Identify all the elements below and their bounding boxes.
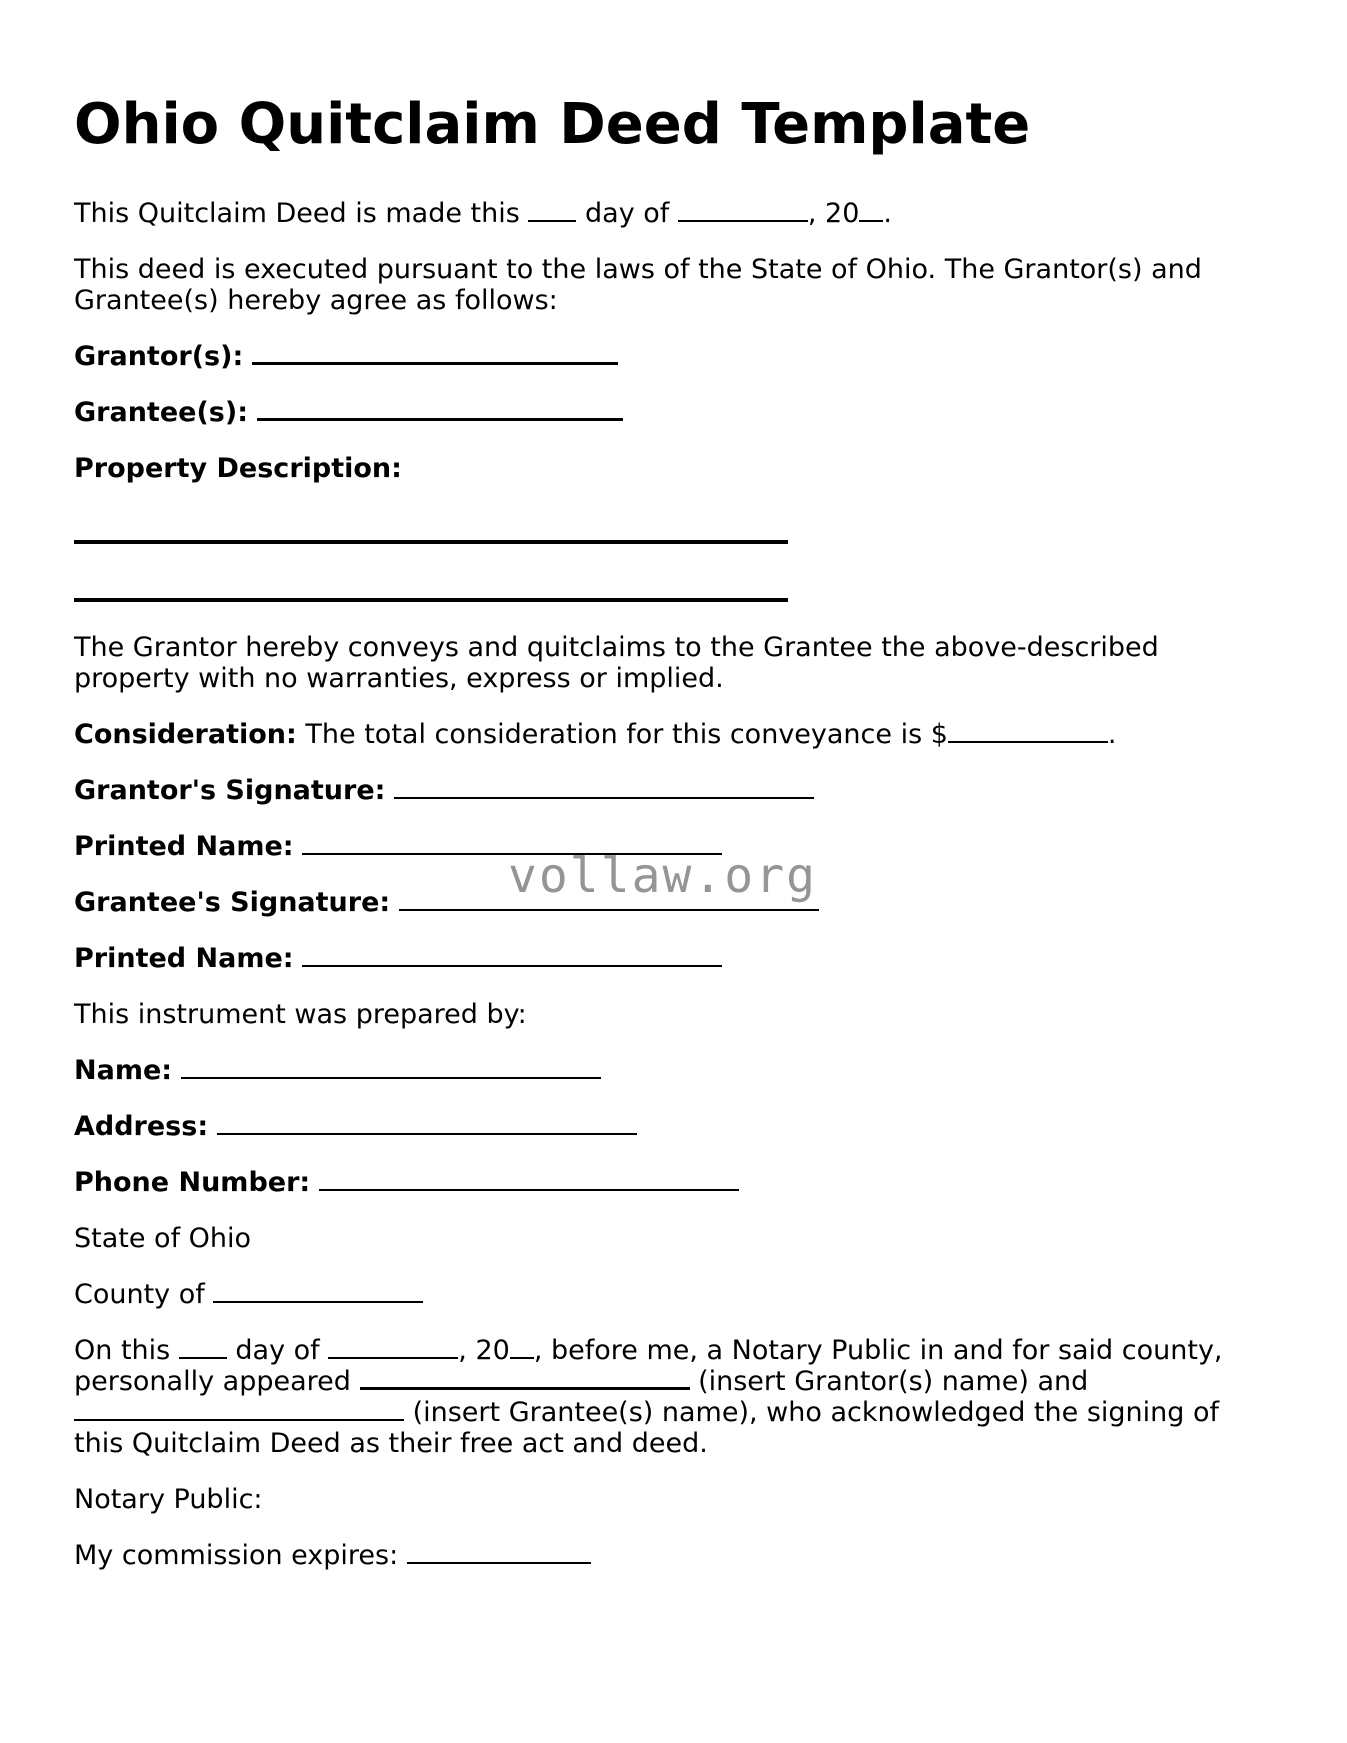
preparer-phone-field[interactable] <box>319 1189 739 1191</box>
notary-state: State of Ohio <box>74 1223 252 1254</box>
property-line <box>74 453 1274 484</box>
grantee-label: Grantee(s): <box>74 397 248 428</box>
property-label: Property Description: <box>74 453 402 484</box>
acknowledgment-paragraph <box>74 1335 1274 1459</box>
grantor-line <box>74 341 1274 372</box>
commission-line <box>74 1540 1274 1571</box>
consideration-text: The total consideration for this conveyance is $ <box>305 719 948 750</box>
watermark-text: vollaw.org <box>508 848 817 904</box>
grantor-printed-name-label: Printed Name: <box>74 831 294 862</box>
consideration-end: . <box>1107 719 1117 750</box>
document-title: Ohio Quitclaim Deed Template <box>74 92 1031 157</box>
grantee-signature-field[interactable] <box>399 909 819 911</box>
date-made-line <box>74 198 1274 229</box>
preparer-phone-label: Phone Number: <box>74 1167 311 1198</box>
grantor-signature-line <box>74 775 1274 806</box>
ack-year: , 20 <box>458 1335 510 1366</box>
preparer-address-label: Address: <box>74 1111 209 1142</box>
grantee-field[interactable] <box>257 418 623 421</box>
preparer-name-label: Name: <box>74 1055 173 1086</box>
made-day-of: day of <box>585 198 670 229</box>
grantor-field[interactable] <box>252 362 618 365</box>
grantee-printed-name-field[interactable] <box>302 965 722 967</box>
notary-county-field[interactable] <box>213 1301 423 1303</box>
grantor-label: Grantor(s): <box>74 341 244 372</box>
pursuant-paragraph: This deed is executed pursuant to the laws of the State of Ohio. The Grantor(s) and Grantee(s) hereby agree as follows: <box>74 254 1202 316</box>
grantee-line <box>74 397 1274 428</box>
made-end: . <box>883 198 893 229</box>
ack-year-blank[interactable] <box>510 1357 534 1359</box>
consideration-amount-field[interactable] <box>948 741 1108 743</box>
year-blank[interactable] <box>859 220 883 222</box>
grantee-printed-name-line <box>74 943 1274 974</box>
preparer-address-line <box>74 1111 1274 1142</box>
conveyance-paragraph: The Grantor hereby conveys and quitclaims to the Grantee the above-described property with no warranties, express or implied. <box>74 632 1159 694</box>
ack-day-of: day of <box>235 1335 320 1366</box>
made-year: , 20 <box>807 198 860 229</box>
prepared-by-intro: This instrument was prepared by: <box>74 999 527 1030</box>
consideration-label: Consideration: <box>74 719 297 750</box>
ack-day-blank[interactable] <box>179 1357 227 1359</box>
ack-month-blank[interactable] <box>328 1357 458 1359</box>
notary-public-line: Notary Public: <box>74 1484 263 1515</box>
grantor-signature-field[interactable] <box>394 797 814 799</box>
document-page <box>74 92 1274 1596</box>
property-description-line-1[interactable] <box>74 540 788 544</box>
property-description-line-2[interactable] <box>74 598 788 602</box>
ack-before: , before me, a Notary Public in and for said county, personally appeared <box>74 1335 1223 1397</box>
ack-on-this: On this <box>74 1335 171 1366</box>
notary-county-label: County of <box>74 1279 205 1310</box>
made-prefix: This Quitclaim Deed is made this <box>74 198 520 229</box>
commission-expiry-field[interactable] <box>407 1562 591 1564</box>
preparer-phone-line <box>74 1167 1274 1198</box>
month-blank[interactable] <box>678 220 808 222</box>
grantee-printed-name-label: Printed Name: <box>74 943 294 974</box>
ack-grantee-name-field[interactable] <box>74 1419 404 1421</box>
ack-insert-grantee: (insert Grantee(s) name), who acknowledged the signing of this Quitclaim Deed as their free act and deed. <box>74 1397 1219 1459</box>
ack-insert-grantor: (insert Grantor(s) name) and <box>698 1366 1089 1397</box>
consideration-line <box>74 719 1274 750</box>
notary-county-line <box>74 1279 1274 1310</box>
commission-label: My commission expires: <box>74 1540 399 1571</box>
day-blank[interactable] <box>528 220 576 222</box>
ack-grantor-name-field[interactable] <box>360 1387 690 1390</box>
grantee-signature-label: Grantee's Signature: <box>74 887 391 918</box>
preparer-name-field[interactable] <box>181 1077 601 1079</box>
grantor-signature-label: Grantor's Signature: <box>74 775 386 806</box>
preparer-address-field[interactable] <box>217 1133 637 1135</box>
preparer-name-line <box>74 1055 1274 1086</box>
